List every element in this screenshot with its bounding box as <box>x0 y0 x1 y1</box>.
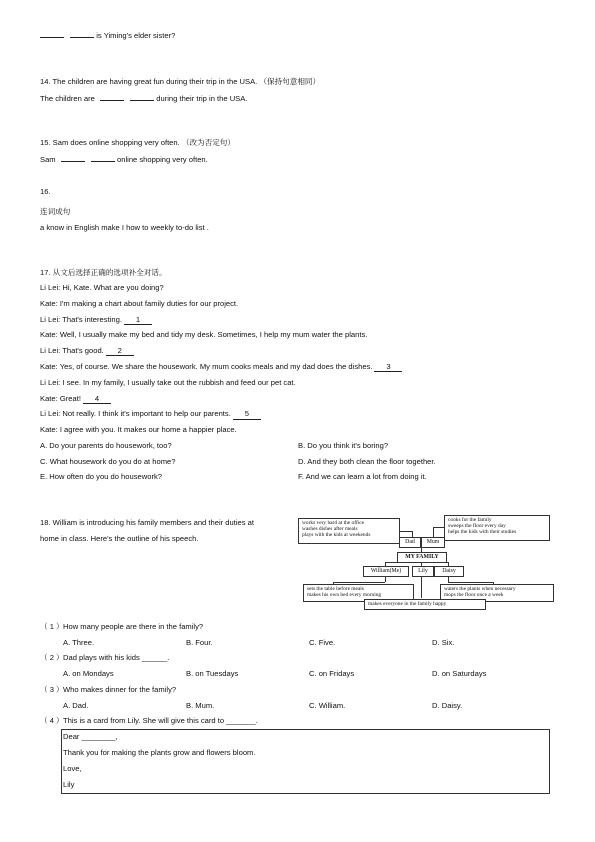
dialogue-line <box>40 425 237 434</box>
dad-duty: plays with the kids at weekends <box>302 532 371 539</box>
q14-answer-line <box>40 93 247 103</box>
choice-option[interactable]: A. Dad. <box>63 701 89 710</box>
dialogue-text: Kate: Well, I usually make my bed and tidy my desk. Sometimes, I help my mum water the plants. <box>40 330 368 340</box>
question-number: （ 2 ） <box>40 653 64 662</box>
choice-option[interactable]: C. Five. <box>309 638 336 647</box>
question-text: Who makes dinner for the family? <box>63 685 177 694</box>
dad-duties-box <box>298 518 400 544</box>
q16-instruction: 连词成句 <box>40 207 71 216</box>
q17-prompt: 17. 从文后选择正确的选项补全对话。 <box>40 268 167 277</box>
lily-duty-box: makes everyone in the family happy <box>364 599 486 610</box>
dialogue-answer-blank[interactable]: 5 <box>233 409 261 419</box>
dialogue-line <box>40 362 402 372</box>
option-a: A. Do your parents do housework, too? <box>40 441 172 450</box>
dialogue-line <box>40 283 164 292</box>
daisy-box: Daisy <box>434 566 464 577</box>
q15-prompt: 15. Sam does online shopping very often. （改为否定句） <box>40 138 235 147</box>
q15-after: online shopping very often. <box>117 155 208 164</box>
q14-before: The children are <box>40 94 95 103</box>
dialogue-line <box>40 378 296 387</box>
answer-blank[interactable] <box>61 154 85 162</box>
dialogue-line <box>40 330 367 339</box>
dialogue-text: Li Lei: That's interesting. <box>40 314 122 324</box>
q15-before: Sam <box>40 155 56 164</box>
q18-intro-1: 18. William is introducing his family members and their duties at <box>40 518 254 527</box>
dad-duty: works very hard at the office <box>302 520 365 526</box>
dialogue-answer-blank[interactable]: 3 <box>374 362 402 372</box>
question-number: （ 3 ） <box>40 685 64 694</box>
dialogue-text: Li Lei: That's good. <box>40 346 104 356</box>
mum-duty: helps the kids with their studies <box>448 529 517 536</box>
answer-blank[interactable] <box>130 93 154 101</box>
choice-option[interactable]: B. Four. <box>186 638 213 647</box>
choice-option[interactable]: B. Mum. <box>186 701 215 710</box>
answer-blank[interactable] <box>70 30 94 38</box>
dialogue-text: Kate: Yes, of course. We share the housework. My mum cooks meals and my dad does the dishes. <box>40 362 373 371</box>
question-text: This is a card from Lily. She will give this card to _______. <box>63 716 258 725</box>
choice-option[interactable]: A. on Mondays <box>63 669 114 678</box>
answer-blank[interactable] <box>40 30 64 38</box>
dad-box: Dad <box>399 537 421 548</box>
choice-option[interactable]: C. on Fridays <box>309 669 355 678</box>
dialogue-text: Kate: I agree with you. It makes our home a happier place. <box>40 425 237 435</box>
card-line: Love, <box>63 764 82 773</box>
choice-option[interactable]: C. William. <box>309 701 346 710</box>
dialogue-line <box>40 299 238 308</box>
william-box: William(Me) <box>363 566 409 577</box>
answer-blank[interactable] <box>100 93 124 101</box>
dialogue-line <box>40 409 261 419</box>
q14-after: during their trip in the USA. <box>156 94 248 103</box>
card-line: Lily <box>63 780 75 789</box>
dialogue-text: Kate: I'm making a chart about family duties for our project. <box>40 298 239 308</box>
dialogue-text: Li Lei: Hi, Kate. What are you doing? <box>40 283 164 292</box>
q13-line <box>40 30 175 40</box>
q15-answer-line <box>40 154 208 164</box>
card-line: Dear ________, <box>63 732 118 741</box>
option-f: F. And we can learn a lot from doing it. <box>298 472 427 481</box>
dialogue-line <box>40 394 111 404</box>
mum-duty: cooks for the family <box>448 517 492 523</box>
choice-option[interactable]: D. Six. <box>432 638 455 647</box>
question-text: How many people are there in the family? <box>63 622 204 631</box>
option-e: E. How often do you do housework? <box>40 472 162 481</box>
question-number: （ 1 ） <box>40 622 64 631</box>
q14-prompt: 14. The children are having great fun during their trip in the USA. （保持句意相同） <box>40 77 321 86</box>
q16-number: 16. <box>40 187 51 196</box>
mum-duties-box <box>444 515 550 541</box>
lily-box: Lily <box>412 566 434 577</box>
dialogue-text: Kate: Great! <box>40 393 81 403</box>
william-duty: sets the table before meals <box>307 586 364 592</box>
mum-box: Mum <box>421 537 445 548</box>
dialogue-line <box>40 346 134 356</box>
william-duty: makes his own bed every morning <box>307 592 382 599</box>
choice-option[interactable]: D. Daisy. <box>432 701 463 710</box>
option-c: C. What housework do you do at home? <box>40 457 176 466</box>
dialogue-text: Li Lei: Not really. I think it's important to help our parents. <box>40 409 231 419</box>
option-d: D. And they both clean the floor together. <box>298 457 436 466</box>
choice-option[interactable]: B. on Tuesdays <box>186 669 239 678</box>
q18-intro-2: home in class. Here's the outline of his speech. <box>40 534 199 543</box>
q13-text: is Yiming's elder sister? <box>96 31 176 40</box>
option-b: B. Do you think it's boring? <box>298 441 389 450</box>
choice-option[interactable]: D. on Saturdays <box>432 669 487 678</box>
answer-blank[interactable] <box>91 154 115 162</box>
card-line: Thank you for making the plants grow and flowers bloom. <box>63 748 256 757</box>
dialogue-answer-blank[interactable]: 2 <box>106 346 134 356</box>
dialogue-answer-blank[interactable]: 1 <box>124 315 152 325</box>
daisy-duty: waters the plants when necessary <box>444 586 516 592</box>
dialogue-text: Li Lei: I see. In my family, I usually take out the rubbish and feed our pet cat. <box>40 377 296 387</box>
lily-card <box>61 729 550 794</box>
dialogue-line <box>40 315 152 325</box>
dialogue-answer-blank[interactable]: 4 <box>83 394 111 404</box>
q16-words: a know in English make I how to weekly to-do list . <box>40 223 209 232</box>
choice-option[interactable]: A. Three. <box>63 638 95 647</box>
daisy-duty: mops the floor once a week <box>444 592 504 599</box>
question-number: （ 4 ） <box>40 716 64 725</box>
question-text: Dad plays with his kids ______. <box>63 653 170 662</box>
dad-duty: washes dishes after meals <box>302 526 358 533</box>
my-family-title: MY FAMILY <box>397 552 447 563</box>
mum-duty: sweeps the floor every day <box>448 523 506 530</box>
